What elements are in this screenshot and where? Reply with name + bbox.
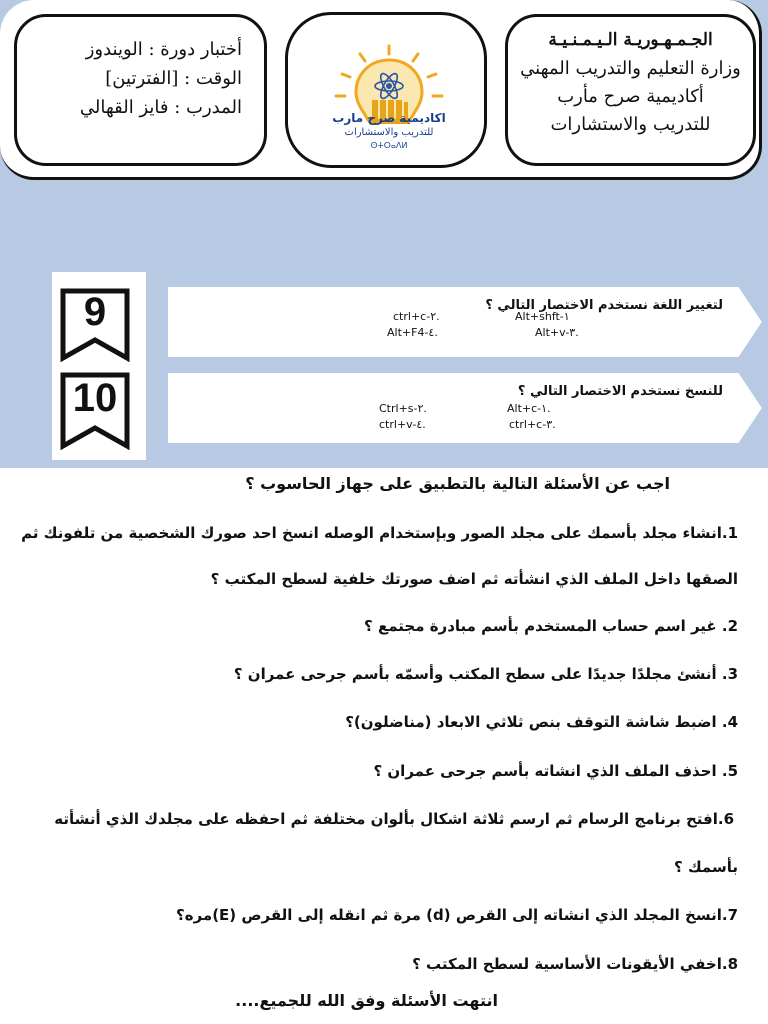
logo-box (285, 12, 487, 168)
question-line: 1.انشاء مجلد بأسمك على مجلد الصور وبإستخدام الوصله انسخ احد صورك الشخصية من تلفونك ثم (21, 524, 738, 542)
question-line: 4. اضبط شاشة التوقف بنص ثلاثي الابعاد (مناضلون)؟ (345, 713, 738, 731)
country-name: الجـمـهـوريـة الـيـمـنـيـة (548, 30, 713, 50)
closing-text: انتهت الأسئلة وفق الله للجميع.... (235, 991, 498, 1010)
question-line: بأسمك ؟ (674, 858, 738, 876)
question-9-option-2: ctrl+c-٢. (393, 310, 440, 323)
exam-info-box (14, 14, 267, 166)
question-line: 2. غير اسم حساب المستخدم بأسم مبادرة مجتمع ؟ (364, 617, 738, 635)
question-9-text: لتغيير اللغة نستخدم الاختصار التالي ؟ (485, 298, 723, 313)
question-9-box (165, 284, 765, 360)
question-9-number: 9 (83, 290, 107, 334)
question-9-badge (60, 288, 130, 362)
question-9-option-1: Alt+shft-١ (515, 310, 570, 323)
logo-subtitle: للتدريب والاستشارات (344, 127, 434, 138)
practical-instruction: اجب عن الأسئلة التالية بالتطبيق على جهاز الحاسوب ؟ (245, 474, 670, 493)
logo-title: اكاديمية صرح مارب (332, 111, 446, 125)
academy-name: أكاديمية صرح مأرب (557, 86, 704, 107)
exam-time: الوقت : [الفترتين] (105, 68, 242, 89)
question-line: 5. احذف الملف الذي انشاته بأسم جرحى عمران ؟ (373, 762, 738, 780)
question-10-number: 10 (72, 376, 118, 420)
question-10-option-1: Alt+c-١. (507, 402, 551, 415)
question-10-option-3: ctrl+c-٣. (509, 418, 556, 431)
question-10-box (165, 370, 765, 446)
exam-course: أختبار دورة : الويندوز (85, 39, 242, 60)
arrow-shape-icon (165, 284, 765, 360)
institution-box (505, 14, 756, 166)
question-10-option-4: ctrl+v-٤. (379, 418, 426, 431)
question-line: 7.انسخ المجلد الذي انشاته إلى القرص (d) مرة ثم انقله إلى القرص (E)مره؟ (176, 906, 738, 924)
question-line: الصقها داخل الملف الذي انشأته ثم اضف صورتك خلفية لسطح المكتب ؟ (210, 570, 738, 588)
question-10-badge (60, 372, 130, 450)
question-line: 8.اخفي الأيقونات الأساسية لسطح المكتب ؟ (412, 955, 738, 973)
academy-logo-icon (320, 29, 458, 159)
question-9-option-3: Alt+v-٣. (535, 326, 579, 339)
question-10-option-2: Ctrl+s-٢. (379, 402, 427, 415)
question-line: 3. أنشئ مجلدًا جديدًا على سطح المكتب وأسمّه بأسم جرحى عمران ؟ (233, 665, 738, 683)
question-number-panel (52, 272, 146, 460)
arrow-shape-icon (165, 370, 765, 446)
question-10-text: للنسخ نستخدم الاختصار التالي ؟ (517, 384, 723, 399)
academy-subtitle: للتدريب والاستشارات (550, 114, 711, 135)
logo-tiny-text: ⵙⵜⵔⴰⴷⵍ (370, 141, 408, 150)
question-line: 6.افتح برنامج الرسام ثم ارسم ثلاثة اشكال بألوان مختلفة ثم احفظه على مجلدك الذي أنشأته (54, 810, 734, 828)
ministry-name: وزارة التعليم والتدريب المهني (520, 58, 741, 79)
exam-trainer: المدرب : فايز القهالي (79, 97, 242, 118)
question-9-option-4: Alt+F4-٤. (387, 326, 438, 339)
